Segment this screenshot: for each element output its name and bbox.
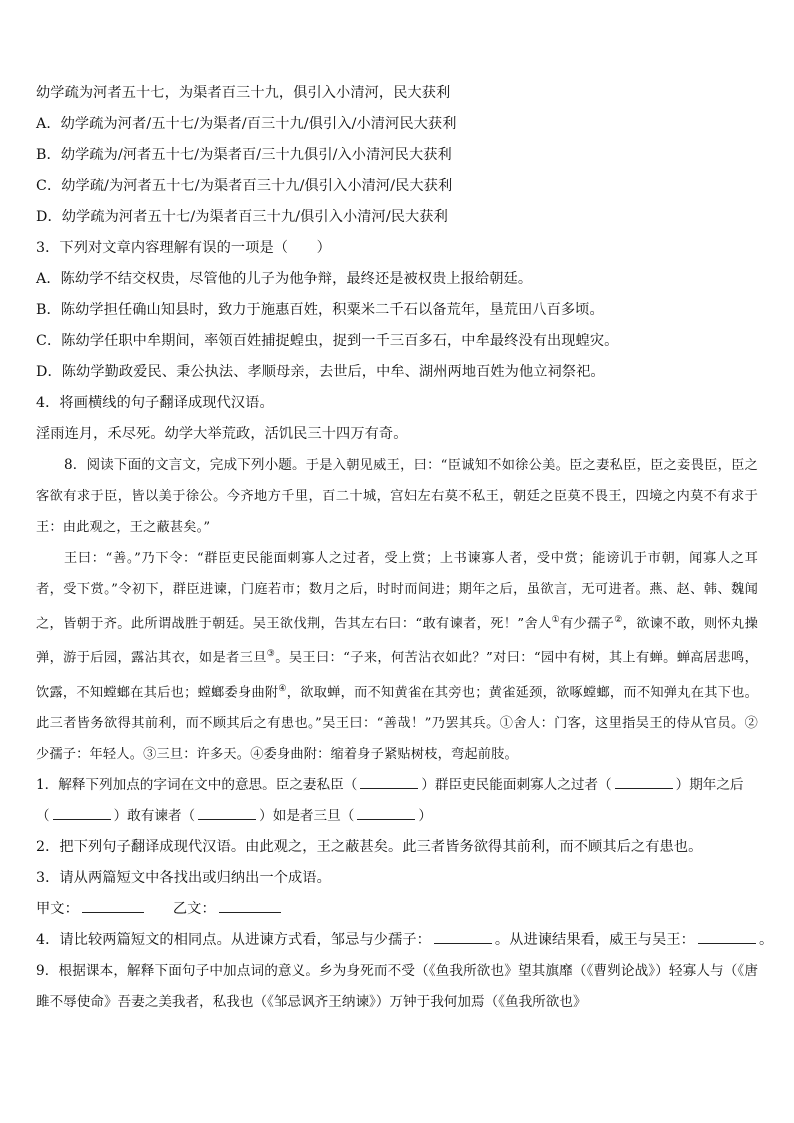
q8-para2-e: ，欲取蝉，而不知黄雀在其旁也；黄雀延颈，欲啄螳螂，而不知弹丸在其下也。此三者皆务欲得其前利，而不顾其后之有患也。”吴王曰：“善哉！”乃罢其兵。①舍人：门客，这里指吴王的侍从官员。②少孺子：年轻人。③三旦：许多天。④委身曲附：缩着身子紧贴树枝，弯起前肢。 [36,685,758,763]
q8-sub3: 3．请从两篇短文中各找出或归纳出一个成语。 [36,870,331,887]
answer-blank[interactable] [219,911,281,913]
answer-blank[interactable] [198,818,256,820]
q8-sub1-text-d: （ [36,808,50,825]
q8-sub1-text-b: ）群臣吏民能面刺寡人之过者（ [421,777,612,794]
q3-option-d: D．陈幼学勤政爱民、秉公执法、孝顺母亲，去世后，中牟、湖州两地百姓为他立祠祭祀。 [36,364,605,380]
q8-sub4-text-a: 4．请比较两篇短文的相同点。从进谏方式看，邹忌与少孺子： [36,932,431,949]
q3-option-a: A．陈幼学不结交权贵，尽管他的儿子为他争辩，最终还是被权贵上报给朝廷。 [36,271,533,287]
note-mark-3: ③ [266,649,276,660]
q8-para1: 于是入朝见威王，曰：“臣诚知不如徐公美。臣之妻私臣，臣之妾畏臣，臣之客欲有求于臣，皆以美于徐公。今齐地方千里，百二十城，宫妇左右莫不私王，朝廷之臣莫不畏王，四境之内莫不有求于王：由此观之，王之蔽甚矣。” [36,458,758,535]
document-page [36,78,774,1018]
note-mark-1: ① [551,615,560,625]
q8-sub1-text-e: ）敢有谏者（ [113,808,196,825]
q8-sub4-text-c: 。 [758,932,774,949]
q8-sub4-text-b: 。从进谏结果看，威王与吴王： [494,932,695,949]
q8-para2-c: ，欲谏不敢，则怀丸操弹，游于后园，露沾其衣，如是者三旦 [36,616,758,666]
q2-option-a: A．幼学疏为河者/五十七/为渠者/百三十九/俱引入/小清河民大获利 [36,116,457,132]
q3-option-b: B．陈幼学担任确山知县时，致力于施惠百姓，积粟米二千石以备荒年，垦荒田八百多顷。 [36,302,604,318]
note-mark-2: ② [614,615,623,625]
answer-blank[interactable] [357,818,415,820]
answer-blank[interactable] [434,942,492,944]
q8-sub2: 2．把下列句子翻译成现代汉语。由此观之，王之蔽甚矣。此三者皆务欲得其前利，而不顾其后之有患也。 [36,839,703,856]
answer-blank[interactable] [360,787,418,789]
q8-sub3-label-b: 乙文： [172,901,216,918]
q8-sub1-text-c: ）期年之后 [675,777,744,794]
q8-sub3-label-a: 甲文： [36,901,79,918]
q8-intro: 8．阅读下面的文言文，完成下列小题。 [64,457,306,473]
answer-blank[interactable] [615,787,673,789]
answer-blank[interactable] [698,942,756,944]
q8-sub3-answers [36,894,758,925]
q2-option-d: D．幼学疏为河者五十七/为渠者百三十九/俱引入小清河/民大获利 [36,209,448,225]
q2-option-b: B．幼学疏为/河者五十七/为渠者百/三十九俱引/入小清河民大获利 [36,147,452,163]
q3-stem: 3．下列对文章内容理解有误的一项是（ ） [36,240,331,256]
q3-option-c: C．陈幼学任职中牟期间，率领百姓捕捉蝗虫，捉到一千三百多石，中牟最终没有出现蝗灾。 [36,333,619,349]
answer-blank[interactable] [53,818,111,820]
q4-sentence: 淫雨连月，禾尽死。幼学大举荒政，活饥民三十四万有奇。 [36,426,408,442]
answer-blank[interactable] [82,911,144,913]
q8-sub1-text-f: ）如是者三旦（ [259,808,355,825]
q8-para2-d: 。吴王曰：“子来，何苦沾衣如此？”对曰：“园中有树，其上有蝉。蝉高居悲鸣，饮露，不知螳螂在其后也；螳螂委身曲附 [36,650,758,701]
q8-sub1-text-a: 1．解释下列加点的字词在文中的意思。臣之妻私臣（ [36,777,358,794]
note-mark-4: ④ [278,683,287,694]
q8-sub4 [36,925,774,956]
q8-sub1-text-g: ） [418,808,432,825]
q4-stem: 4．将画横线的句子翻译成现代汉语。 [36,395,274,411]
q2-sentence: 幼学疏为河者五十七，为渠者百三十九，俱引入小清河，民大获利 [36,85,451,101]
q2-option-c: C．幼学疏/为河者五十七/为渠者百三十九/俱引入小清河/民大获利 [36,178,453,194]
q8-passage-2 [36,543,758,770]
q8-passage-1 [36,450,758,543]
q8-para2-b: 有少孺子 [560,616,615,632]
q8-para2-a: 王曰：“善。”乃下令：“群臣吏民能面刺寡人之过者，受上赏；上书谏寡人者，受中赏；能谤讥于市朝，闻寡人之耳者，受下赏。”令初下，群臣进谏，门庭若市；数月之后，时时而间进；期年之后，虽欲言，无可进者。燕、赵、韩、魏闻之，皆朝于齐。此所谓战胜于朝廷。吴王欲伐荆，告其左右曰：“敢有谏者，死！”舍人 [36,551,758,632]
q9-text: 9．根据课本，解释下面句子中加点词的意义。乡为身死而不受（《鱼我所欲也》望其旗靡（《曹刿论战》）轻寡人与（《唐雎不辱使命》吾妻之美我者，私我也（《邹忌讽齐王纳谏》）万钟于我何加焉（《鱼我所欲也》 [36,963,758,1011]
q8-sub1 [36,770,758,832]
